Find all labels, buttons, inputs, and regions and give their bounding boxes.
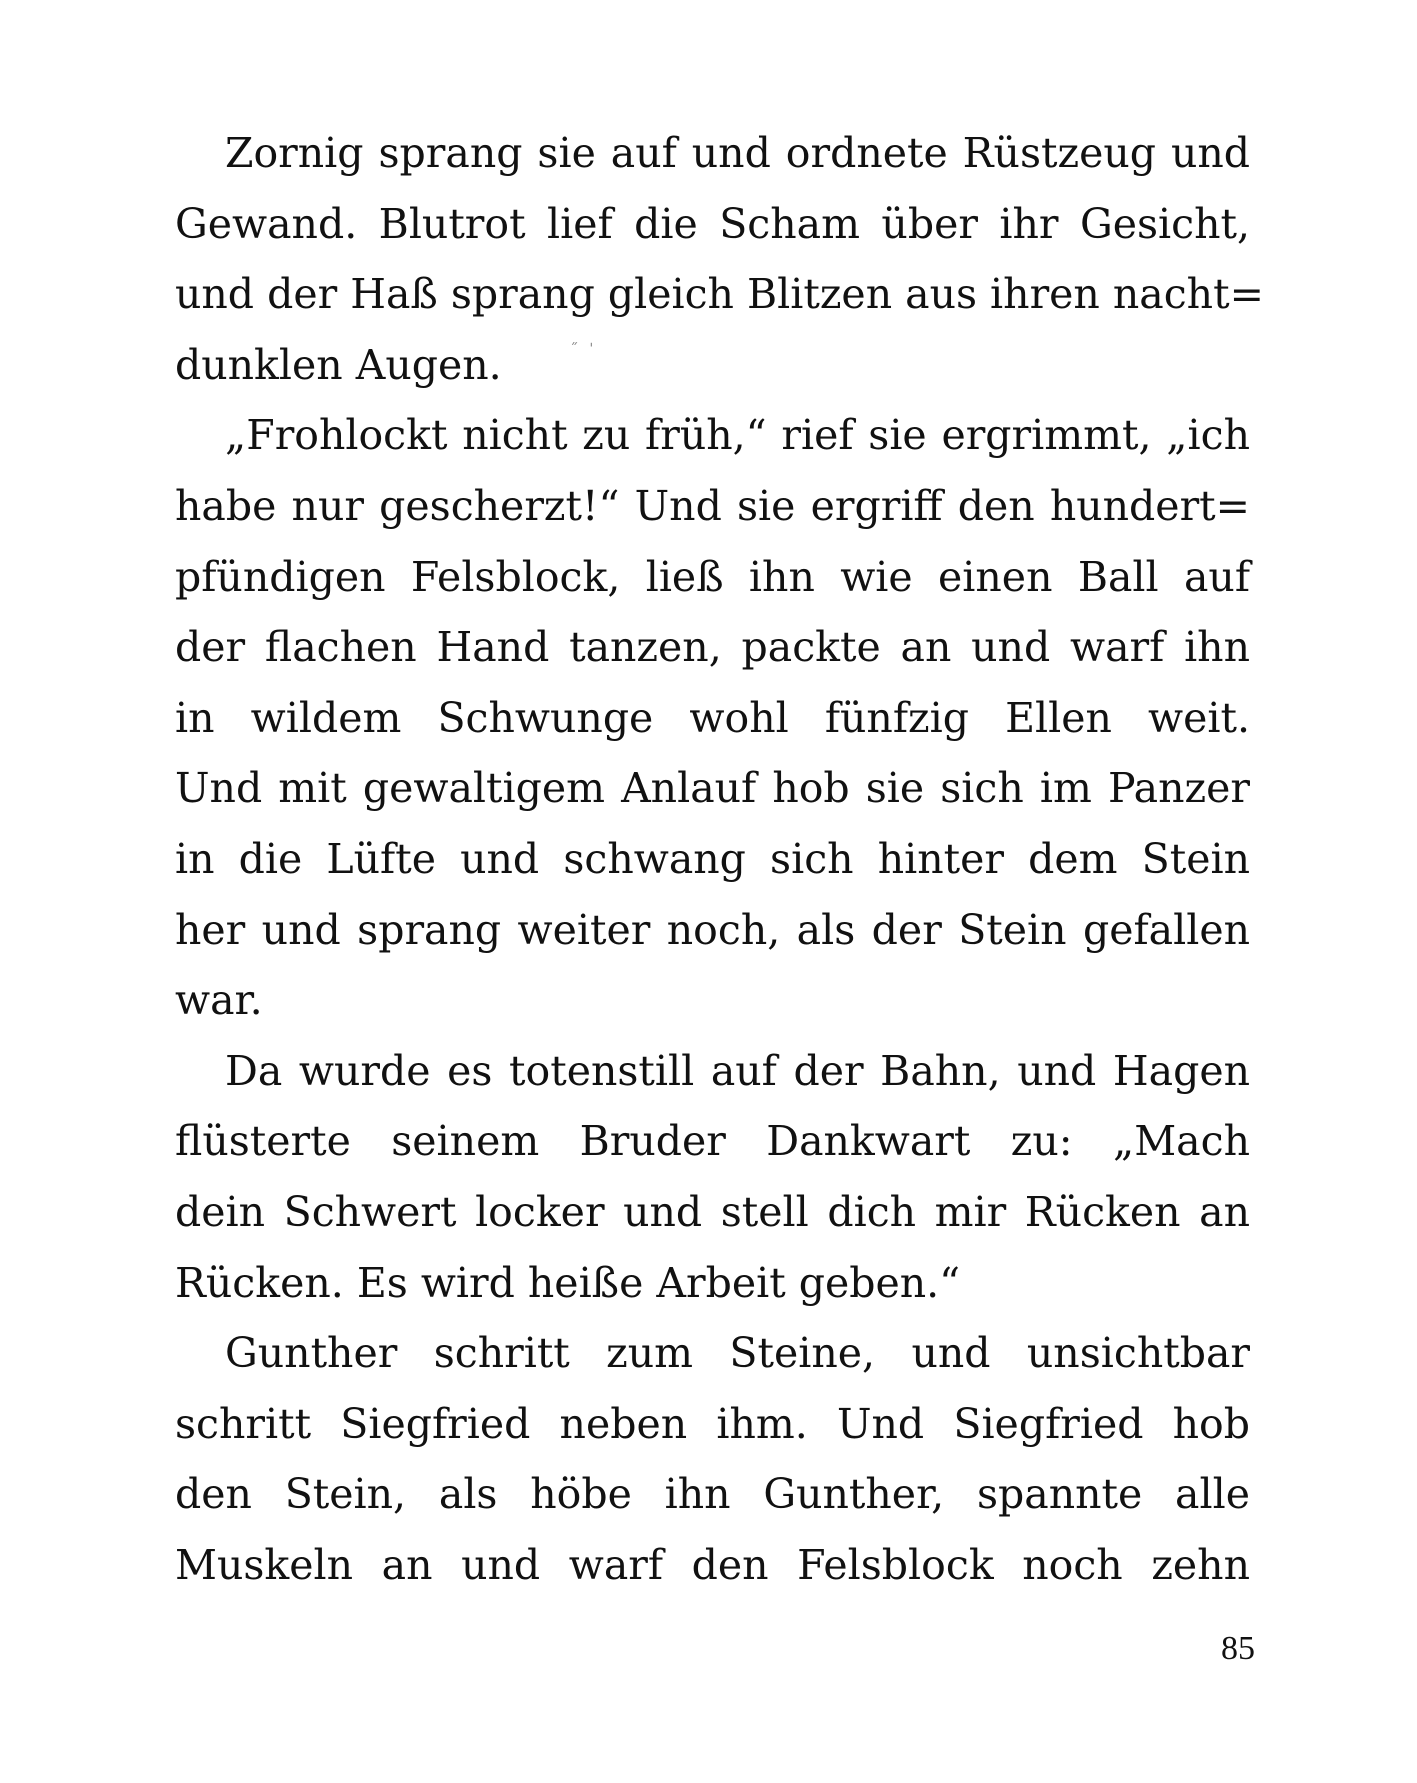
- text-line: in die Lüfte und schwang sich hinter dem Stein: [175, 834, 1250, 883]
- text-line: Muskeln an und warf den Felsblock noch zehn: [175, 1540, 1250, 1589]
- text-line: war.: [175, 976, 263, 1025]
- text-line: „Frohlockt nicht zu früh,“ rief sie ergrimmt, „ich: [225, 411, 1250, 460]
- text-line: her und sprang weiter noch, als der Stein gefallen: [175, 905, 1250, 954]
- text-line: Zornig sprang sie auf und ordnete Rüstzeug und: [225, 129, 1250, 177]
- text-line: Rücken. Es wird heiße Arbeit geben.“: [175, 1258, 961, 1307]
- body-text: [175, 118, 1264, 1600]
- text-line: habe nur gescherzt!“ Und sie ergriff den hundert=: [175, 481, 1250, 530]
- text-line: dunklen Augen.: [175, 340, 502, 389]
- text-line: und der Haß sprang gleich Blitzen aus ihren nacht=: [175, 270, 1264, 319]
- text-line: dein Schwert locker und stell dich mir Rücken an: [175, 1187, 1250, 1236]
- text-line: flüsterte seinem Bruder Dankwart zu: „Mach: [175, 1117, 1250, 1166]
- text-line: Gunther schritt zum Steine, und unsichtbar: [225, 1329, 1250, 1378]
- text-line: der flachen Hand tanzen, packte an und warf ihn: [175, 623, 1250, 672]
- text-line: pfündigen Felsblock, ließ ihn wie einen Ball auf: [175, 552, 1250, 601]
- paper-specks: ˝ ˈ: [570, 340, 597, 359]
- text-line: Und mit gewaltigem Anlauf hob sie sich im Panzer: [175, 764, 1250, 813]
- text-line: in wildem Schwunge wohl fünfzig Ellen weit.: [175, 693, 1250, 742]
- text-line: den Stein, als höbe ihn Gunther, spannte alle: [175, 1470, 1250, 1519]
- text-line: Da wurde es totenstill auf der Bahn, und Hagen: [225, 1046, 1250, 1095]
- page-number: 85: [1221, 1630, 1255, 1667]
- text-line: Gewand. Blutrot lief die Scham über ihr Gesicht,: [175, 199, 1250, 248]
- text-line: schritt Siegfried neben ihm. Und Siegfried hob: [175, 1399, 1250, 1448]
